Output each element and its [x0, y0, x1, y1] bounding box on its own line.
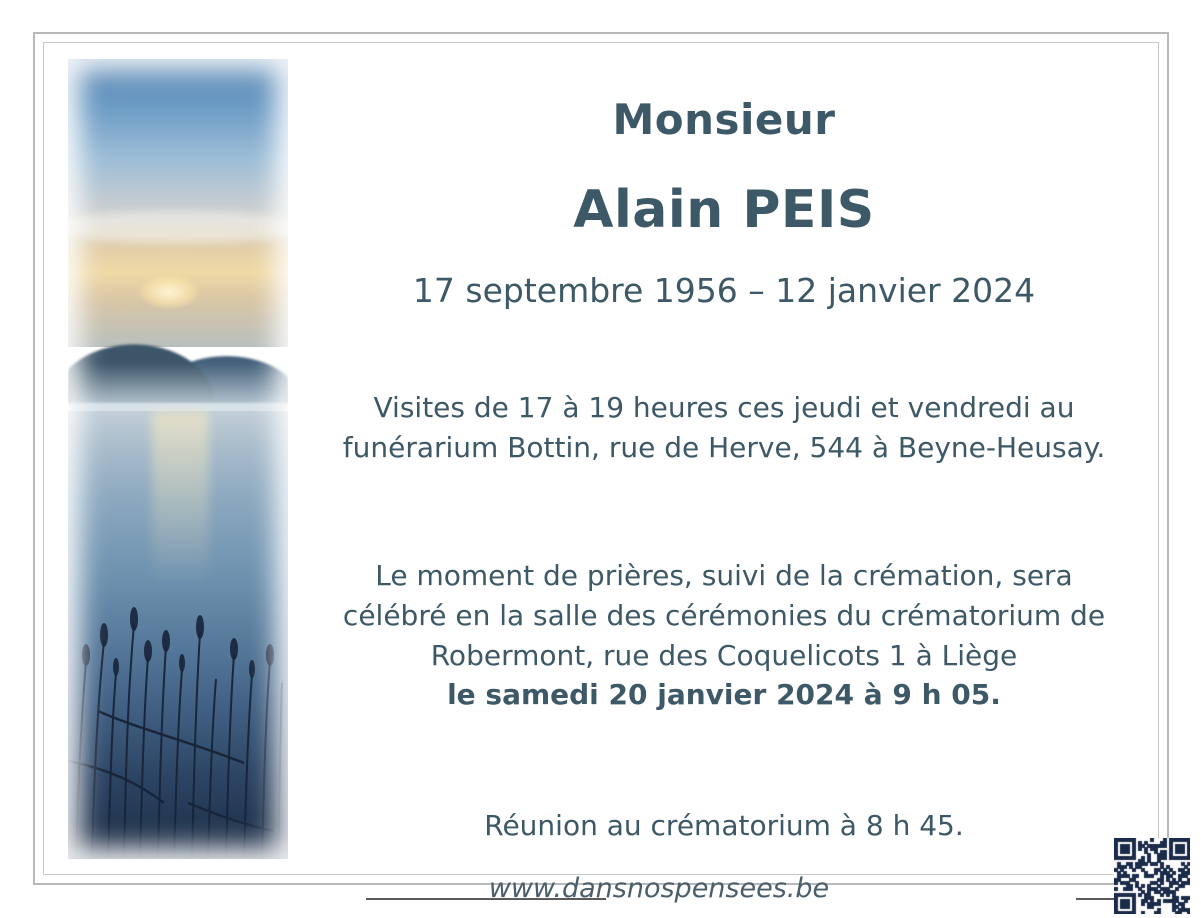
ceremony-line-1: Le moment de prières, suivi de la crémation, sera	[375, 559, 1073, 592]
lake-sunrise-photo	[68, 59, 288, 859]
deceased-name: Alain PEIS	[573, 180, 875, 240]
honorific: Monsieur	[612, 95, 836, 144]
photo-vignette	[68, 59, 288, 859]
ceremony-line-3: Robermont, rue des Coquelicots 1 à Liège	[430, 638, 1018, 672]
website-link[interactable]: www.dansnospensees.be	[488, 873, 830, 904]
announcement-card	[33, 32, 1169, 904]
ceremony-datetime: le samedi 20 janvier 2024 à 9 h 05.	[447, 678, 1001, 712]
life-dates: 17 septembre 1956 – 12 janvier 2024	[412, 271, 1036, 310]
announcement-text-column	[296, 43, 1152, 874]
visits-paragraph: Visites de 17 à 19 heures ces jeudi et vendredi au funérarium Bottin, rue de Herve, 544 à Beyne-Heusay.	[342, 391, 1106, 464]
ceremony-paragraph	[306, 556, 1142, 715]
reunion-paragraph: Réunion au crématorium à 8 h 45.	[484, 809, 964, 842]
ceremony-line-2: célébré en la salle des cérémonies du crématorium de	[342, 598, 1106, 632]
announcement-card-inner-border	[43, 42, 1159, 904]
qr-code[interactable]	[1114, 838, 1190, 914]
